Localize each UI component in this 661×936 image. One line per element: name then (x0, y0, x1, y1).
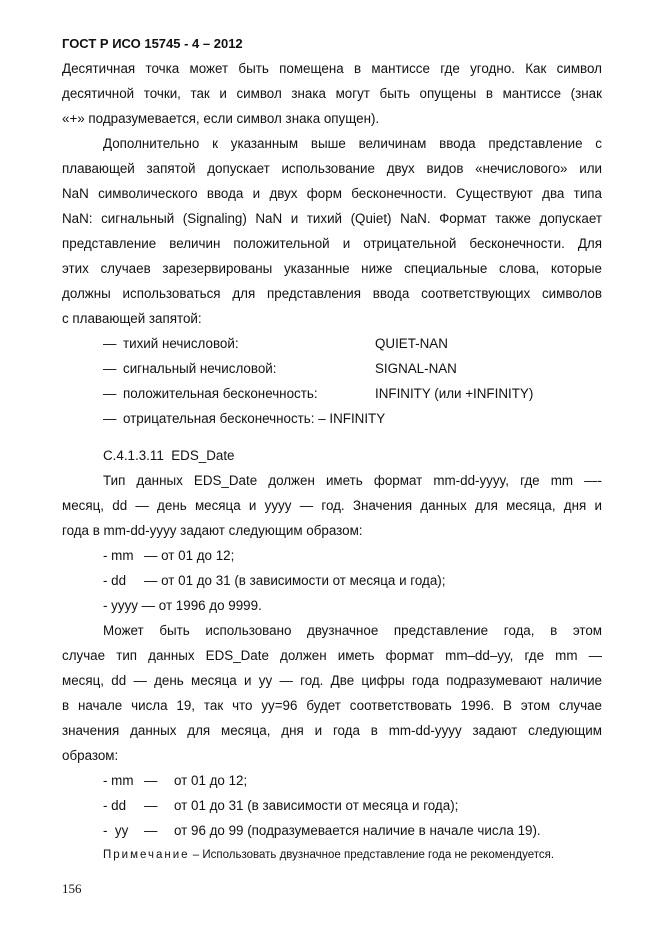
format-key: - mm (103, 773, 134, 788)
paragraph-line: плавающей запятой допускает использование двух видов «нечислового» или (62, 161, 602, 176)
reserved-word-item (62, 356, 602, 381)
format-value: от 96 до 99 (подразумевается наличие в начале числа 19). (174, 823, 541, 838)
paragraph-line: Может быть использовано двузначное представление года, в этом (103, 623, 602, 638)
bullet-dash: — (103, 386, 117, 401)
date-format-item: - yyyy — от 1996 до 9999. (103, 598, 262, 613)
paragraph-line: образом: (62, 748, 119, 763)
page-header: ГОСТ Р ИСО 15745 - 4 – 2012 (62, 36, 243, 51)
paragraph-line: значения данных для месяца, дня и года в mm-dd-yyyy задают следующим (62, 723, 602, 738)
paragraph-line: NaN: сигнальный (Signaling) NaN и тихий (Quiet) NaN. Формат также допускает (62, 211, 602, 226)
date-format-item (62, 818, 602, 843)
format-value: — от 01 до 31 (в зависимости от месяца и года); (144, 573, 446, 588)
format-dash: — (144, 798, 158, 813)
format-value: от 01 до 31 (в зависимости от месяца и года); (174, 798, 459, 813)
bullet-dash: — (103, 361, 117, 376)
format-dash: — (144, 773, 158, 788)
paragraph-line: десятичной точки, так и символ знака могут быть опущены в мантиссе (знак (62, 86, 602, 101)
format-value: — от 01 до 12; (144, 548, 235, 563)
reserved-word-item (62, 331, 602, 356)
page-number: 156 (62, 881, 82, 896)
paragraph-line: NaN символического ввода и двух форм бесконечности. Существуют два типа (62, 186, 602, 201)
paragraph-line: представление величин положительной и отрицательной бесконечности. Для (62, 236, 602, 251)
paragraph-line: этих случаев зарезервированы указанные ниже специальные слова, которые (62, 261, 602, 276)
date-format-item (62, 543, 602, 568)
note (62, 843, 602, 868)
paragraph-line: года в mm-dd-yyyy задают следующим образом: (62, 523, 363, 538)
paragraph-line: должны использоваться для представления ввода соответствующих символов (62, 286, 602, 301)
section-heading: С.4.1.3.11 EDS_Date (103, 448, 235, 463)
format-value: от 01 до 12; (174, 773, 248, 788)
paragraph-line: Тип данных EDS_Date должен иметь формат mm-dd-yyyy, где mm —- (103, 473, 602, 488)
format-key: - yy (103, 823, 129, 838)
reserved-label: положительная бесконечность: (123, 386, 318, 401)
format-key: - dd (103, 798, 127, 813)
reserved-word: QUIET-NAN (375, 336, 448, 351)
paragraph-line: месяц, dd — день месяца и yy — год. Две цифры года подразумевают наличие (62, 673, 602, 688)
paragraph-line: с плавающей запятой: (62, 311, 202, 326)
reserved-label: отрицательная бесконечность: – INFINITY (123, 411, 386, 426)
date-format-item (62, 568, 602, 593)
reserved-label: тихий нечисловой: (123, 336, 239, 351)
bullet-dash: — (103, 336, 117, 351)
reserved-label: сигнальный нечисловой: (123, 361, 277, 376)
paragraph-line: в начале числа 19, так что yy=96 будет соответствовать 1996. В этом случае (62, 698, 602, 713)
format-key: - dd (103, 573, 127, 588)
date-format-item (62, 793, 602, 818)
format-dash: — (144, 823, 158, 838)
reserved-word: INFINITY (или +INFINITY) (375, 386, 534, 401)
reserved-word-item (62, 406, 602, 431)
reserved-word: SIGNAL-NAN (375, 361, 457, 376)
date-format-item (62, 768, 602, 793)
paragraph-line: случае тип данных EDS_Date должен иметь формат mm–dd–yy, где mm — (62, 648, 602, 663)
note-label: Примечание (103, 849, 190, 861)
format-key: - mm (103, 548, 134, 563)
paragraph-line: Десятичная точка может быть помещена в мантиссе где угодно. Как символ (62, 61, 602, 76)
body-text (62, 56, 602, 868)
reserved-word-item (62, 381, 602, 406)
note-text: – Использовать двузначное представление года не рекомендуется. (189, 849, 555, 861)
paragraph-line: месяц, dd — день месяца и yyyy — год. Значения данных для месяца, дня и (62, 498, 602, 513)
paragraph-line: «+» подразумевается, если символ знака опущен). (62, 111, 380, 126)
bullet-dash: — (103, 411, 117, 426)
paragraph-line: Дополнительно к указанным выше величинам ввода представление с (103, 136, 602, 151)
